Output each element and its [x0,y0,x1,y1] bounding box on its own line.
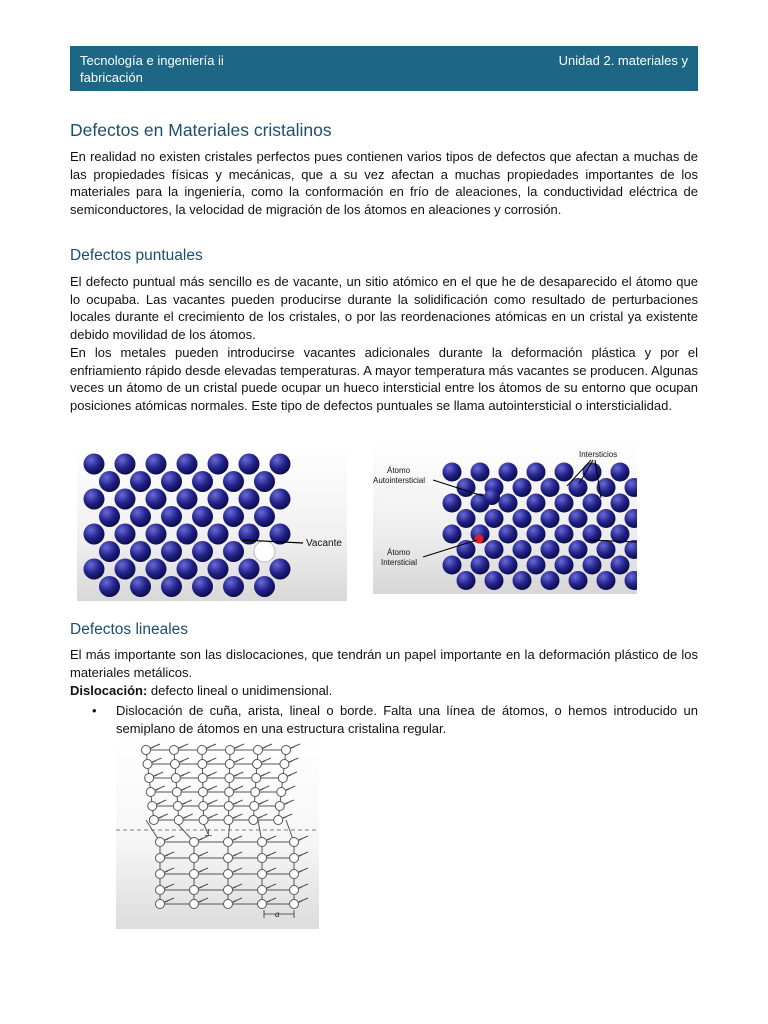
lattice-atom [290,838,299,847]
lattice-atom [224,870,233,879]
lattice-atom [280,760,289,769]
lattice-atom [249,816,258,825]
lattice-atom [198,760,207,769]
lattice-atom [146,788,155,797]
dislocation-types-list [70,702,698,737]
lattice-atom [254,746,263,755]
autointersticial-label-line1: Átomo [387,466,411,475]
lattice-atom [190,870,199,879]
lattice-atom [499,494,518,513]
vacancy-lattice-figure [77,446,347,601]
lattice-atom [527,556,546,575]
lattice-atom [192,471,213,492]
page-header [70,46,698,91]
dislocation-definition [70,682,698,700]
lattice-atom [275,802,284,811]
lattice-atom [555,463,574,482]
lattice-atom [239,559,260,580]
lattice-atom [499,463,518,482]
self-interstitial-atom [484,489,500,505]
lattice-atom [225,760,234,769]
intro-paragraph: En realidad no existen cristales perfectos pues contienen varios tipos de defectos que afectan a muchas de las propiedades físicas y mecánicas, que a su vez afectan a muchas propiedades importantes de los materiales para la ingeniería, como la conformación en frío de aleaciones, la conductividad eléctrica de semiconductores, la velocidad de migración de los átomos en aleaciones y corrosión. [70,149,698,218]
lattice-atom [99,576,120,597]
lattice-atom [513,509,532,528]
intersticial-label-line1: Átomo [387,548,411,557]
lattice-atom [254,506,275,527]
lattice-atom [130,541,151,562]
lattice-atom [597,540,616,559]
lattice-atom [145,774,154,783]
lattice-atom [192,506,213,527]
lattice-atom [443,494,462,513]
lattice-atom [190,900,199,909]
header-left-title: Tecnología e ingeniería ii fabricación [80,53,224,85]
lattice-atom [443,463,462,482]
point-defects-heading: Defectos puntuales [70,247,203,264]
lattice-atom [239,454,260,475]
lattice-atom [583,556,602,575]
vacante-label: Vacante [306,538,342,549]
lattice-atom [146,524,167,545]
lattice-atom [258,854,267,863]
lattice-atom [224,816,233,825]
lattice-atom [541,478,560,497]
linear-defects-paragraph: El más importante son las dislocaciones, que tendrán un papel importante en la deformación plástico de los materiales metálicos. [70,647,698,680]
lattice-atom [457,509,476,528]
lattice-atom [156,854,165,863]
intersticial-label-line2: Intersticial [381,558,418,567]
lattice-atom [224,854,233,863]
main-section-title: Defectos en Materiales cristalinos [70,120,332,140]
lattice-atom [471,463,490,482]
lattice-atom [156,838,165,847]
lattice-atom [569,540,588,559]
lattice-atom [254,576,275,597]
vacancy-site [254,541,275,562]
lattice-atom [277,788,286,797]
lattice-atom [115,559,136,580]
lattice-atom [224,838,233,847]
lattice-atom [156,886,165,895]
lattice-atom [170,760,179,769]
lattice-atom [149,816,158,825]
lattice-atom [278,774,287,783]
header-right-title: Unidad 2. materiales y [558,53,688,68]
lattice-atom [173,802,182,811]
lattice-atom [611,556,630,575]
lattice-atom [226,746,235,755]
lattice-atom [541,540,560,559]
lattice-atom [115,524,136,545]
lattice-atom [99,471,120,492]
lattice-atom [583,494,602,513]
lattice-atom [541,571,560,590]
lattice-atom [130,506,151,527]
intersticios-label: Intersticios [579,450,618,459]
linear-defects-heading: Defectos lineales [70,621,189,638]
bullet-text: Dislocación de cuña, arista, lineal o borde. Falta una línea de átomos, o hemos introducido un semiplano de átomos en una estructura cristalina regular. [116,703,698,736]
lattice-atom [161,506,182,527]
lattice-atom [282,746,291,755]
lattice-atom [250,802,259,811]
lattice-atom [513,540,532,559]
lattice-atom [290,870,299,879]
lattice-atom [499,556,518,575]
lattice-atom [555,494,574,513]
lattice-atom [225,788,234,797]
lattice-atom [583,463,602,482]
lattice-atom [252,774,261,783]
lattice-atom [527,494,546,513]
lattice-atom [84,524,105,545]
lattice-atom [611,463,630,482]
lattice-atom [457,571,476,590]
lattice-atom [513,571,532,590]
lattice-atom [253,760,262,769]
edge-dislocation-figure [116,738,319,929]
lattice-atom [258,870,267,879]
lattice-atom [223,576,244,597]
point-defects-paragraph-2: En los metales pueden introducirse vacantes adicionales durante la deformación plástica y por el enfriamiento rápido desde elevadas temperaturas. A mayor temperatura más vacantes se producen. Algunas veces un átomo de un cristal puede ocupar un hueco intersticial entre los átomos de su entorno que ocupan posiciones atómicas normales. Este tipo de defectos puntuales se llama autointersticial o intersticialidad. [70,345,698,414]
lattice-atom [239,524,260,545]
lattice-atom [485,509,504,528]
lattice-atom [146,559,167,580]
lattice-atom [115,489,136,510]
lattice-atom [130,471,151,492]
lattice-atom [190,854,199,863]
dislocation-symbol-icon: ⊥ [204,828,213,839]
lattice-spacing-label: a [275,909,280,919]
lattice-atom [143,760,152,769]
lattice-atom [224,900,233,909]
lattice-atom [198,788,207,797]
lattice-atom [270,454,291,475]
lattice-atom [146,454,167,475]
lattice-atom [274,816,283,825]
lattice-atom [142,746,151,755]
lattice-atom [555,556,574,575]
lattice-atom [177,559,198,580]
lattice-atom [84,489,105,510]
lattice-atom [251,788,260,797]
lattice-atom [156,900,165,909]
lattice-atom [239,489,260,510]
lattice-atom [541,509,560,528]
dislocation-definition-text: defecto lineal o unidimensional. [147,683,333,698]
lattice-atom [198,774,207,783]
lattice-atom [443,525,462,544]
lattice-atom [172,788,181,797]
lattice-atom [225,774,234,783]
lattice-atom [224,886,233,895]
lattice-atom [171,774,180,783]
lattice-atom [99,506,120,527]
lattice-atom [457,478,476,497]
lattice-atom [223,471,244,492]
lattice-atom [192,576,213,597]
lattice-atom [499,525,518,544]
lattice-atom [485,571,504,590]
lattice-atom [223,506,244,527]
lattice-atom [527,525,546,544]
interstitial-atom [475,535,484,544]
lattice-atom [569,509,588,528]
lattice-atom [290,886,299,895]
lattice-atom [254,471,275,492]
lattice-atom [148,802,157,811]
lattice-atom [177,454,198,475]
lattice-atom [527,463,546,482]
lattice-atom [198,746,207,755]
lattice-atom [208,524,229,545]
lattice-atom [84,559,105,580]
lattice-atom [223,541,244,562]
interstitial-lattice-figure [373,442,637,594]
lattice-atom [161,541,182,562]
lattice-atom [597,509,616,528]
lattice-atom [258,900,267,909]
lattice-atom [199,816,208,825]
point-defects-paragraph-1: El defecto puntual más sencillo es de vacante, un sitio atómico en el que he de desaparecido el átomo que lo ocupaba. Las vacantes pueden producirse durante la solidificación como resultado de perturbaciones locales durante el crecimiento de los cristales, o por las reordenaciones atómicas en un cristal ya existente debido movilidad de los átomos. [70,274,698,343]
lattice-atom [84,454,105,475]
dislocation-term: Dislocación: [70,683,148,698]
lattice-atom [192,541,213,562]
lattice-atom [457,540,476,559]
lattice-atom [177,489,198,510]
lattice-atom [170,746,179,755]
lattice-atom [290,854,299,863]
lattice-atom [569,571,588,590]
lattice-atom [156,870,165,879]
lattice-atom [258,838,267,847]
lattice-atom [190,838,199,847]
lattice-atom [190,886,199,895]
list-item [70,702,698,737]
lattice-atom [146,489,167,510]
lattice-atom [611,494,630,513]
lattice-atom [177,524,198,545]
lattice-atom [290,900,299,909]
lattice-atom [443,556,462,575]
bullet-icon: • [92,703,97,718]
lattice-atom [513,478,532,497]
lattice-atom [199,802,208,811]
lattice-atom [99,541,120,562]
lattice-atom [270,489,291,510]
lattice-atom [161,471,182,492]
lattice-atom [224,802,233,811]
lattice-atom [258,886,267,895]
lattice-atom [555,525,574,544]
lattice-atom [208,489,229,510]
lattice-atom [115,454,136,475]
lattice-atom [174,816,183,825]
lattice-atom [485,540,504,559]
autointersticial-label-line2: Autointersticial [373,476,426,485]
lattice-atom [161,576,182,597]
lattice-atom [270,559,291,580]
lattice-atom [208,559,229,580]
lattice-atom [208,454,229,475]
lattice-atom [130,576,151,597]
lattice-atom [471,556,490,575]
lattice-atom [597,571,616,590]
